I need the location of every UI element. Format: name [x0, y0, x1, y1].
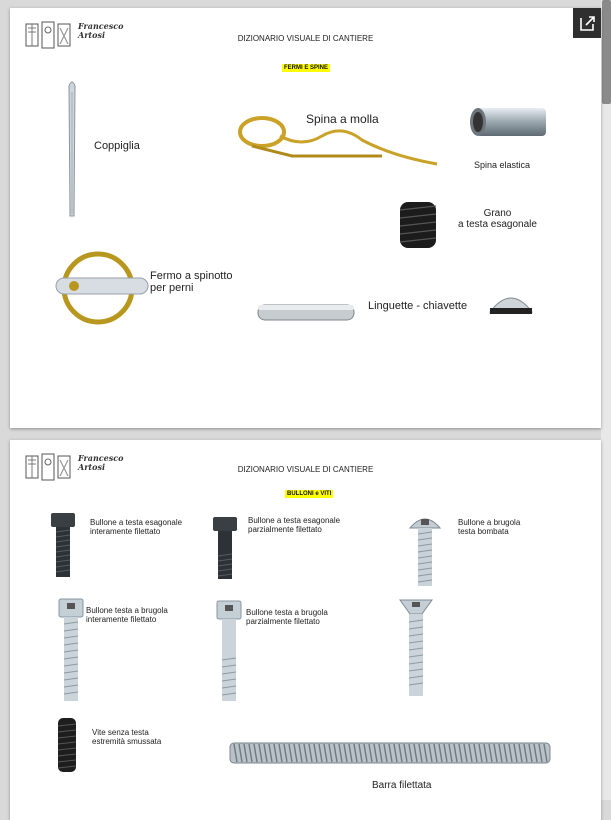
label-b1: Bullone a testa esagonale interamente filettato — [90, 518, 183, 536]
label-linguette: Linguette - chiavette — [368, 300, 468, 312]
socket-cap-bolt-full-thread-image — [56, 598, 86, 702]
open-in-new-icon — [573, 8, 601, 38]
countersunk-socket-bolt-image — [398, 598, 434, 698]
scrollbar-thumb[interactable] — [602, 0, 611, 104]
key-bar-image — [256, 302, 356, 324]
scrollbar-track[interactable] — [601, 0, 611, 800]
label-b2: Bullone a testa esagonale parzialmente filettato — [248, 516, 341, 534]
label-b4: Bullone testa a brugola interamente filettato — [86, 606, 168, 624]
socket-cap-bolt-partial-thread-image — [214, 600, 244, 702]
label-vite: Vite senza testa estremità smussata — [92, 728, 162, 746]
label-spina-molla: Spina a molla — [306, 112, 379, 126]
label-spina-elastica: Spina elastica — [474, 160, 531, 170]
label-fermo: Fermo a spinotto per perni — [150, 270, 233, 294]
label-coppiglia: Coppiglia — [94, 140, 140, 152]
page-title: DIZIONARIO VISUALE DI CANTIERE — [237, 34, 374, 43]
logo-text: Francesco Artosi — [78, 453, 124, 472]
label-barra: Barra filettata — [372, 780, 432, 791]
cotter-pin-image — [60, 78, 84, 220]
hex-bolt-full-thread-image — [50, 512, 76, 578]
popout-button[interactable] — [573, 8, 601, 38]
label-b5: Bullone testa a brugola parzialmente filettato — [246, 608, 328, 626]
label-grano: Grano a testa esagonale — [458, 208, 537, 230]
linch-pin-image — [52, 248, 152, 326]
set-screw-image — [396, 196, 440, 252]
document-page-1 — [10, 8, 601, 428]
label-b3: Bullone a brugola testa bombata — [458, 518, 521, 536]
hex-bolt-partial-thread-image — [212, 516, 238, 580]
section-tag: BULLONI e VITI — [287, 491, 332, 497]
button-head-socket-bolt-image — [408, 512, 442, 588]
section-tag: FERMI E SPINE — [284, 65, 329, 71]
page-title: DIZIONARIO VISUALE DI CANTIERE — [237, 465, 374, 474]
headless-set-screw-image — [56, 716, 78, 774]
document-page-2 — [10, 440, 601, 820]
roll-pin-image — [464, 104, 552, 140]
woodruff-key-image — [488, 290, 534, 316]
threaded-rod-image — [228, 740, 552, 766]
logo-text: Francesco Artosi — [78, 21, 124, 40]
